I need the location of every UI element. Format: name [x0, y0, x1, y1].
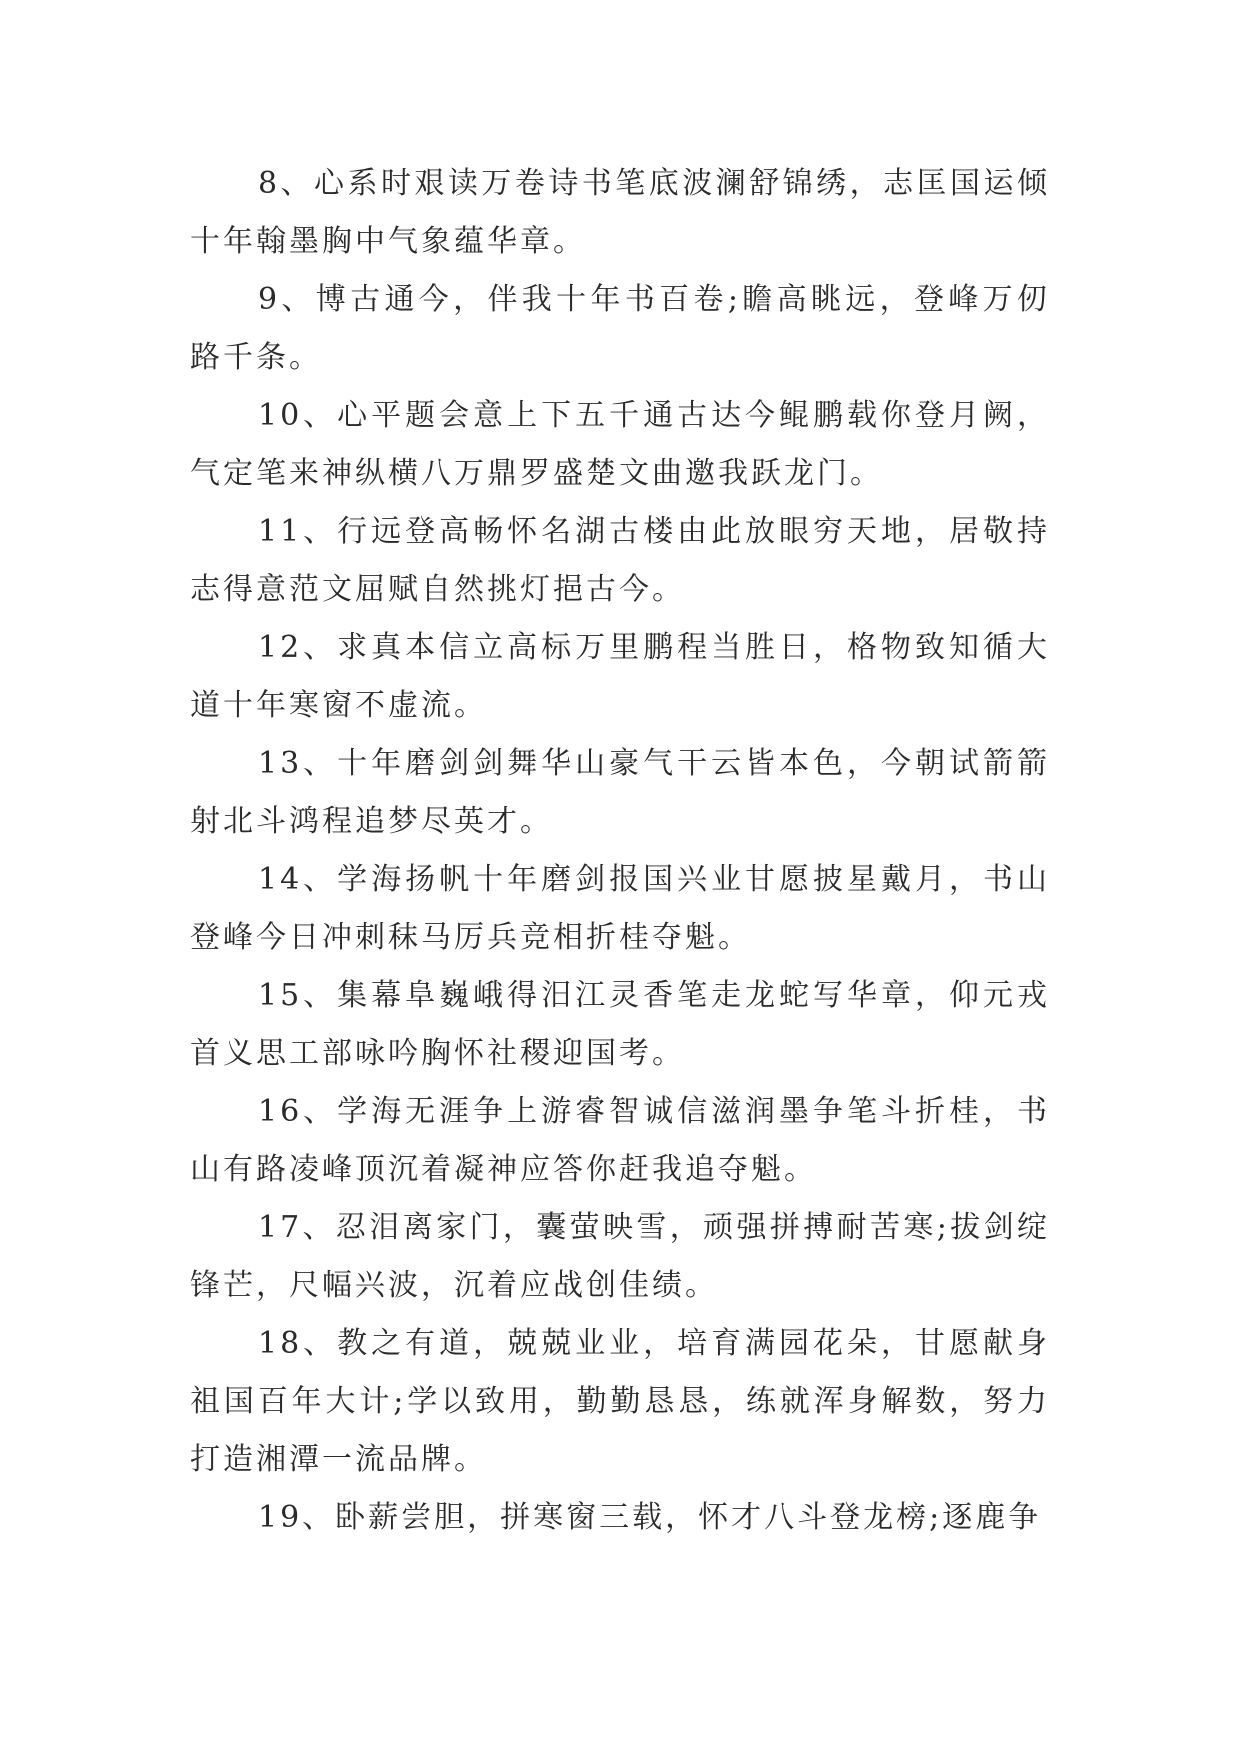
paragraph-14: 14、学海扬帆十年磨剑报国兴业甘愿披星戴月，书山登峰今日冲刺秣马厉兵竞相折桂夺魁。 — [190, 862, 1050, 955]
paragraph-19: 19、卧薪尝胆，拼寒窗三载，怀才八斗登龙榜;逐鹿争 — [258, 1500, 1042, 1535]
paragraph-16: 16、学海无涯争上游睿智诚信滋润墨争笔斗折桂，书山有路凌峰顶沉着凝神应答你赶我追夺魁。 — [190, 1094, 1050, 1187]
paragraph-13: 13、十年磨剑剑舞华山豪气干云皆本色，今朝试箭箭射北斗鸿程追梦尽英才。 — [190, 746, 1050, 839]
paragraph-12: 12、求真本信立高标万里鹏程当胜日，格物致知循大道十年寒窗不虚流。 — [190, 630, 1050, 723]
paragraph-10: 10、心平题会意上下五千通古达今鲲鹏载你登月阙，气定笔来神纵横八万鼎罗盛楚文曲邀我跃龙门。 — [190, 398, 1050, 491]
paragraph-8: 8、心系时艰读万卷诗书笔底波澜舒锦绣，志匡国运倾十年翰墨胸中气象蕴华章。 — [190, 166, 1050, 259]
paragraph-18: 18、教之有道，兢兢业业，培育满园花朵，甘愿献身祖国百年大计;学以致用，勤勤恳恳，练就浑身解数，努力打造湘潭一流品牌。 — [190, 1326, 1050, 1477]
paragraph-11: 11、行远登高畅怀名湖古楼由此放眼穷天地，居敬持志得意范文屈赋自然挑灯挹古今。 — [190, 514, 1050, 607]
paragraph-9: 9、博古通今，伴我十年书百卷;瞻高眺远，登峰万仞路千条。 — [190, 282, 1050, 375]
paragraph-15: 15、集幕阜巍峨得汨江灵香笔走龙蛇写华章，仰元戎首义思工部咏吟胸怀社稷迎国考。 — [190, 978, 1050, 1071]
paragraph-17: 17、忍泪离家门，囊萤映雪，顽强拼搏耐苦寒;拔剑绽锋芒，尺幅兴波，沉着应战创佳绩。 — [190, 1210, 1050, 1303]
document-body — [190, 155, 1050, 1547]
